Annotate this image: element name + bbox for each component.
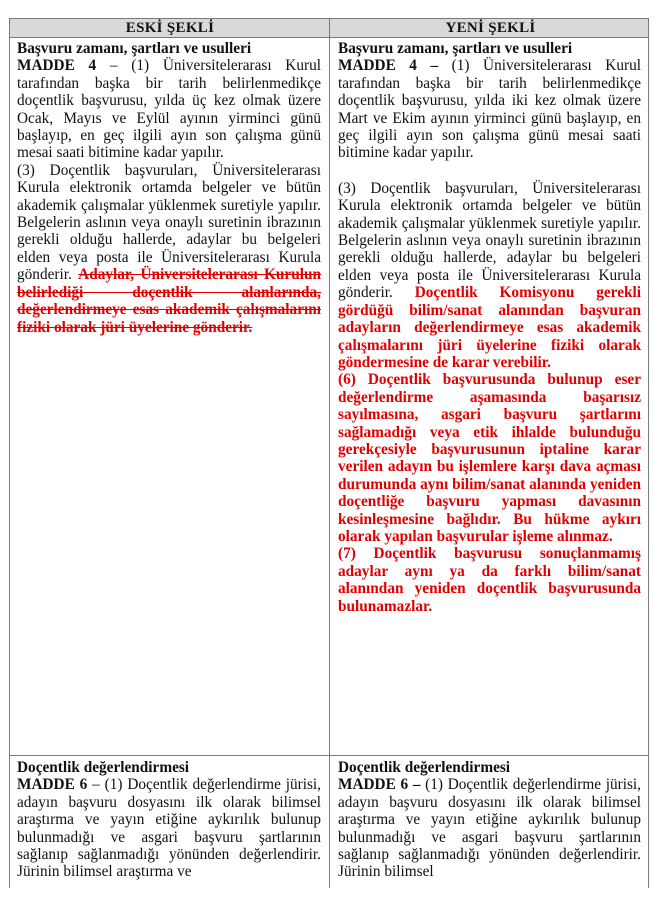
old-article-6-label: MADDE 6 — [17, 776, 88, 794]
new-article-6-label: MADDE 6 – — [338, 776, 421, 794]
comparison-table — [9, 18, 649, 888]
deleted-text: Adaylar, Üniversitelerarası Kurulun belirlediği doçentlik alanlarında, değerlendirmeye esas akademik çalışmalarını fiziki olarak jüri üyelerine gönderir. — [17, 266, 321, 336]
old-article-6-para-1: MADDE 6 – (1) Doçentlik değerlendirme jürisi, adayın başvuru dosyasını ilk olarak bilimsel araştırma ve yayın etiğine aykırılık bulunup bulunmadığı ve asgari başvuru şartlarının sağlanıp sağlanmadığı yönünden değerlendirir. Jürinin bilimsel araştırma ve — [17, 776, 321, 881]
added-text: Doçentlik Komisyonu gerekli gördüğü bilim/sanat alanından başvuran adayların değerlendirmeye esas akademik çalışmalarını jüri üyelerine fiziki olarak göndermesine de karar verebilir. — [338, 284, 641, 371]
new-article-4-para-1: MADDE 4 – (1) Üniversitelerarası Kurul tarafından başka bir tarih belirlenmedikçe doçentlik başvurusu, yılda iki kez olmak üzere Mart ve Ekim ayının yirminci günü başlayıp, en geç ilgili ayın son çalışma günü mesai saati bitimine kadar yapılır. — [338, 57, 641, 162]
new-article-6-title: Doçentlik değerlendirmesi — [338, 759, 511, 776]
table-border-left — [9, 18, 10, 888]
new-article-4-para-3: (3) Doçentlik başvuruları, Üniversitelerarası Kurula elektronik ortamda belgeler ve bütün akademik çalışmalar yüklenmek suretiyle yapılır. Belgelerin aslının veya onaylı suretinin ibrazının gerekli olduğu hallerde, adaylar bu belgeleri elden veya posta ile Üniversitelerarası Kurula gönderir. Doçentlik Komisyonu gerekli gördüğü bilim/sanat alanından başvuran adayların değerlendirmeye esas akademik çalışmalarını jüri üyelerine fiziki olarak göndermesine de karar verebilir. — [338, 179, 641, 371]
new-article-4-label: MADDE 4 – — [338, 57, 439, 75]
old-article-4-title: Başvuru zamanı, şartları ve usulleri — [17, 40, 252, 57]
new-article-4-title: Başvuru zamanı, şartları ve usulleri — [338, 40, 573, 57]
new-article-4-cell — [338, 40, 641, 615]
new-article-4-para-6: (6) Doçentlik başvurusunda bulunup eser değerlendirme aşamasında başarısız sayılmasına, asgari başvuru şartlarını sağlamadığı veya etik ihlalde bulunduğu gerekçesiyle başvurusunun iptaline karar verilen adayın bu işlemlere karşı dava açması durumunda aynı bilim/sanat alanında yeniden doçentliğe başvuru yapması davasının kesinleşmesine bağlıdır. Bu hükme aykırı olarak yapılan başvurular işleme alınmaz. — [338, 371, 641, 545]
old-article-4-cell — [17, 40, 321, 336]
old-article-6-title: Doçentlik değerlendirmesi — [17, 759, 190, 776]
old-article-4-label: MADDE 4 — [17, 57, 97, 75]
row-divider — [9, 755, 649, 756]
new-article-6-cell — [338, 759, 641, 881]
header-new-version: YENİ ŞEKLİ — [445, 20, 536, 36]
new-article-6-para-1: MADDE 6 – (1) Doçentlik değerlendirme jürisi, adayın başvuru dosyasını ilk olarak bilimsel araştırma ve yayın etiğine aykırılık bulunup bulunmadığı ve asgari başvuru şartlarının sağlanıp sağlanmadığı yönünden değerlendirir. Jürinin bilimsel — [338, 776, 641, 881]
old-article-6-cell — [17, 759, 321, 881]
new-article-4-para-7: (7) Doçentlik başvurusu sonuçlanmamış adaylar aynı ya da farklı bilim/sanat alanından yeniden doçentlik başvurusunda bulunamazlar. — [338, 545, 641, 615]
old-article-4-para-3: (3) Doçentlik başvuruları, Üniversitelerarası Kurula elektronik ortamda belgeler ve bütün akademik çalışmalar yüklenmek suretiyle yapılır. Belgelerin aslının veya onaylı suretinin ibrazının gerekli olduğu hallerde, adaylar bu belgeleri elden veya posta ile Üniversitelerarası Kurula gönderir. Adaylar, Üniversitelerarası Kurulun belirlediği doçentlik alanlarında, değerlendirmeye esas akademik çalışmalarını fiziki olarak jüri üyelerine gönderir. — [17, 161, 321, 336]
header-old-version: ESKİ ŞEKLİ — [125, 20, 215, 36]
old-article-4-para-1: MADDE 4 – (1) Üniversitelerarası Kurul tarafından başka bir tarih belirlenmedikçe doçentlik başvurusu, yılda üç kez olmak üzere Ocak, Mayıs ve Eylül ayının yirminci günü başlayıp, en geç ilgili ayın son çalışma günü mesai saati bitimine kadar yapılır. — [17, 57, 321, 162]
table-border-right — [648, 18, 649, 888]
column-divider — [329, 18, 330, 888]
